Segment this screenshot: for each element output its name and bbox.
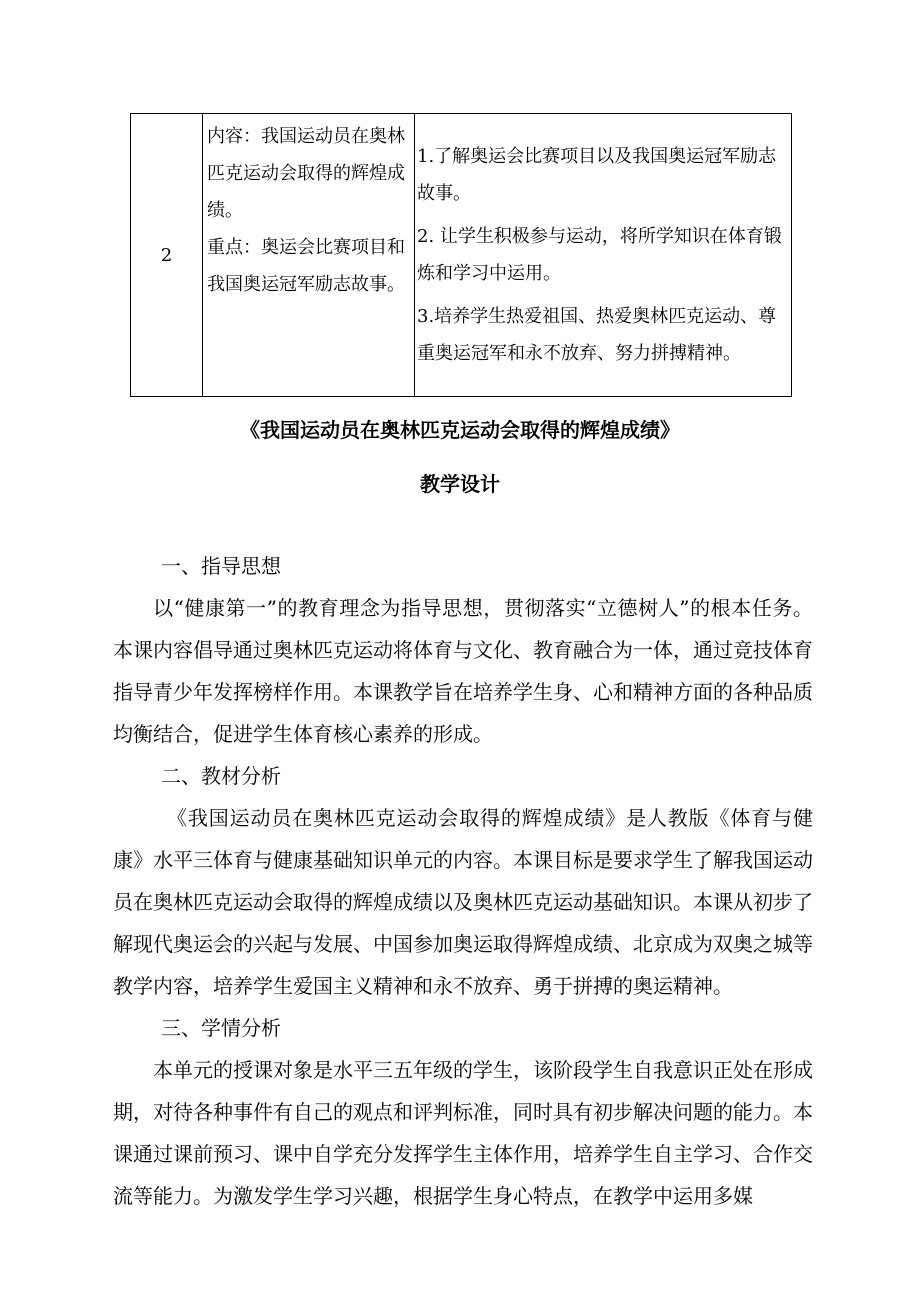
goal-item: 1.了解奥运会比赛项目以及我国奥运冠军励志故事。 bbox=[417, 146, 777, 204]
section-paragraph: 本单元的授课对象是水平三五年级的学生，该阶段学生自我意识正处在形成期，对待各种事件有自己的观点和评判标准，同时具有初步解决问题的能力。本课通过课前预习、课中自学充分发挥学生主体作用，培养学生自主学习、合作交流等能力。为激发学生学习兴趣，根据学生身心特点，在教学中运用多媒 bbox=[113, 1058, 813, 1208]
table-row bbox=[131, 114, 792, 397]
document-body bbox=[113, 545, 813, 1217]
lesson-goals-cell bbox=[415, 114, 792, 397]
section-heading: 二、教材分析 bbox=[161, 764, 281, 788]
lesson-content-line: 内容：我国运动员在奥林匹克运动会取得的辉煌成绩。 bbox=[207, 126, 405, 221]
section-heading: 三、学情分析 bbox=[161, 1016, 281, 1040]
section-heading: 一、指导思想 bbox=[161, 554, 281, 578]
lesson-focus-line: 重点：奥运会比赛项目和我国奥运冠军励志故事。 bbox=[207, 237, 405, 295]
lesson-table-grid bbox=[130, 113, 792, 397]
document-title: 《我国运动员在奥林匹克运动会取得的辉煌成绩》 bbox=[240, 418, 680, 442]
document-subtitle: 教学设计 bbox=[420, 472, 500, 496]
lesson-content-cell bbox=[203, 114, 415, 397]
section-paragraph: 以“健康第一”的教育理念为指导思想，贯彻落实“立德树人”的根本任务。本课内容倡导通过奥林匹克运动将体育与文化、教育融合为一体，通过竞技体育指导青少年发挥榜样作用。本课教学旨在培养学生身、心和精神方面的各种品质均衡结合，促进学生体育核心素养的形成。 bbox=[113, 596, 813, 746]
goal-item: 2. 让学生积极参与运动，将所学知识在体育锻炼和学习中运用。 bbox=[417, 226, 782, 284]
lesson-table bbox=[130, 113, 792, 397]
lesson-number: 2 bbox=[131, 114, 203, 397]
section-paragraph: 《我国运动员在奥林匹克运动会取得的辉煌成绩》是人教版《体育与健康》水平三体育与健康基础知识单元的内容。本课目标是要求学生了解我国运动员在奥林匹克运动会取得的辉煌成绩以及奥林匹克运动基础知识。本课从初步了解现代奥运会的兴起与发展、中国参加奥运取得辉煌成绩、北京成为双奥之城等教学内容，培养学生爱国主义精神和永不放弃、勇于拼搏的奥运精神。 bbox=[113, 806, 813, 998]
goal-item: 3.培养学生热爱祖国、热爱奥林匹克运动、尊重奥运冠军和永不放弃、努力拼搏精神。 bbox=[417, 306, 777, 364]
